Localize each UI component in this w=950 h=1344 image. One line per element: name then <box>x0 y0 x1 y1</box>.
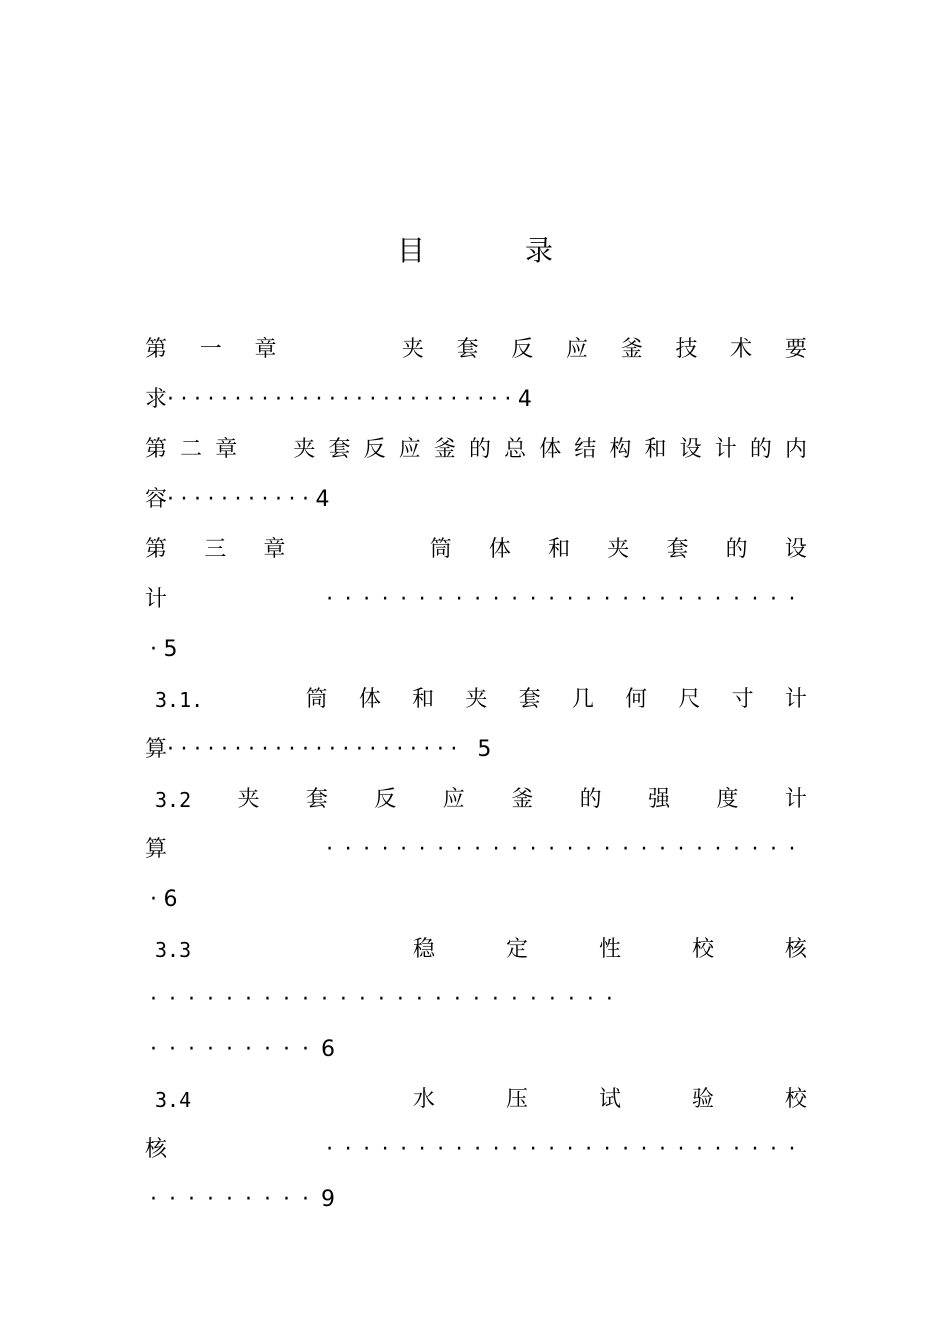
toc-ch2-title-char: 总 <box>504 437 527 462</box>
toc-s31-title-char: 寸 <box>731 687 754 712</box>
toc-s33-page-number: 6 <box>320 1037 335 1062</box>
toc-s34-title-char: 压 <box>506 1087 529 1112</box>
toc-s32-title-char: 计 <box>784 787 807 812</box>
toc-entry-ch1-cont[interactable] <box>145 380 807 420</box>
leader-dots: ·························· <box>326 1137 807 1162</box>
toc-title-char-1: 目 <box>396 234 425 267</box>
toc-entry-3-1[interactable] <box>155 680 807 720</box>
toc-entry-3-3[interactable] <box>155 930 807 970</box>
toc-s32-title-char: 度 <box>716 787 739 812</box>
toc-s32-title-char: 应 <box>442 787 465 812</box>
toc-ch2-title-char: 反 <box>363 437 386 462</box>
toc-ch1-title-char: 反 <box>511 337 534 362</box>
toc-ch2-page-number: 4 <box>315 487 330 512</box>
toc-s32-number: 3.2 <box>155 788 192 812</box>
toc-ch2-title-char: 体 <box>539 437 562 462</box>
toc-ch1-title-char: 技 <box>675 337 698 362</box>
toc-ch1-title-char: 夹 <box>401 337 424 362</box>
toc-s33-number: 3.3 <box>155 938 192 962</box>
toc-title <box>145 226 805 276</box>
toc-ch3-label-char: 第 <box>145 537 168 562</box>
toc-s31-title-char: 夹 <box>465 687 488 712</box>
toc-s32-title-char: 反 <box>374 787 397 812</box>
toc-ch2-title-char: 夹 <box>293 437 316 462</box>
toc-entry-ch3-cont[interactable] <box>145 580 807 620</box>
leader-dots: ························· <box>150 987 625 1012</box>
toc-ch3-title-char: 的 <box>725 537 748 562</box>
toc-ch1-label-char: 第 <box>145 337 168 362</box>
toc-entry-ch2-cont[interactable] <box>145 480 807 520</box>
toc-entry-3-2[interactable] <box>155 780 807 820</box>
toc-ch3-cont-char: 计 <box>145 587 168 612</box>
toc-ch3-title-char: 套 <box>666 537 689 562</box>
leader-dots: ······················ <box>167 737 478 762</box>
toc-title-char-2: 录 <box>525 234 554 267</box>
toc-ch3-title-char: 体 <box>488 537 511 562</box>
toc-ch2-title-char: 构 <box>609 437 632 462</box>
toc-s34-cont-char: 核 <box>145 1137 168 1162</box>
toc-s31-title-char: 和 <box>412 687 435 712</box>
toc-s32-title-char: 釜 <box>511 787 534 812</box>
toc-entry-3-2-page-line[interactable] <box>145 880 807 920</box>
toc-entry-ch1[interactable] <box>145 330 807 370</box>
toc-s34-title-char: 验 <box>691 1087 714 1112</box>
toc-ch1-title-char: 术 <box>730 337 753 362</box>
toc-ch1-title-char: 套 <box>456 337 479 362</box>
toc-entry-3-4-cont[interactable] <box>145 1130 807 1170</box>
leader-dots: ··········· <box>167 487 316 512</box>
toc-ch1-title-char: 应 <box>566 337 589 362</box>
toc-ch1-label-char: 一 <box>199 337 222 362</box>
toc-s34-page-number: 9 <box>320 1187 335 1212</box>
toc-ch2-title-char: 设 <box>679 437 702 462</box>
toc-ch2-label-char: 章 <box>215 437 238 462</box>
toc-s34-title-char: 试 <box>598 1087 621 1112</box>
toc-s31-page-number: 5 <box>477 737 492 762</box>
toc-s31-title-char: 体 <box>358 687 381 712</box>
toc-s31-title-char: 何 <box>625 687 648 712</box>
toc-s31-number: 3.1. <box>155 688 204 712</box>
toc-s34-number: 3.4 <box>155 1088 192 1112</box>
toc-ch3-label-char: 章 <box>263 537 286 562</box>
leader-dots: · <box>150 887 164 912</box>
leader-dots: · <box>150 637 164 662</box>
toc-entry-3-4-page-line[interactable] <box>145 1180 807 1220</box>
toc-ch2-label-char: 二 <box>180 437 203 462</box>
toc-entry-3-4[interactable] <box>155 1080 807 1120</box>
toc-ch2-cont-char: 容 <box>145 487 168 512</box>
toc-ch3-title-char: 夹 <box>607 537 630 562</box>
leader-dots: ········· <box>150 1037 321 1062</box>
toc-ch2-title-char: 和 <box>644 437 667 462</box>
toc-ch2-label-char: 第 <box>145 437 168 462</box>
leader-dots: ·························· <box>326 587 807 612</box>
leader-dots: ·························· <box>167 387 518 412</box>
toc-ch3-title-char: 和 <box>548 537 571 562</box>
toc-s32-title-char: 套 <box>305 787 328 812</box>
toc-ch2-title-char: 的 <box>468 437 491 462</box>
toc-entry-ch3-page-line[interactable] <box>145 630 807 670</box>
toc-s33-title-char: 性 <box>598 937 621 962</box>
toc-ch2-title-char: 结 <box>574 437 597 462</box>
toc-ch1-title-char: 要 <box>784 337 807 362</box>
toc-ch2-title-char: 应 <box>398 437 421 462</box>
toc-ch2-title-char: 套 <box>328 437 351 462</box>
toc-s32-title-char: 的 <box>579 787 602 812</box>
toc-ch1-cont-char: 求 <box>145 387 168 412</box>
leader-dots: ·························· <box>326 837 807 862</box>
toc-s34-title-char: 水 <box>413 1087 436 1112</box>
toc-ch2-title-char: 的 <box>749 437 772 462</box>
toc-ch1-page-number: 4 <box>517 387 532 412</box>
leader-dots: ········· <box>150 1187 321 1212</box>
toc-s31-title-char: 套 <box>518 687 541 712</box>
toc-s31-title-char: 几 <box>571 687 594 712</box>
toc-s33-title-char: 核 <box>784 937 807 962</box>
toc-s33-title-char: 校 <box>691 937 714 962</box>
toc-s33-title-char: 稳 <box>413 937 436 962</box>
toc-ch1-title-char: 釜 <box>620 337 643 362</box>
toc-entry-3-1-cont[interactable] <box>145 730 807 770</box>
toc-s31-title-char: 尺 <box>678 687 701 712</box>
toc-s32-cont-char: 算 <box>145 837 168 862</box>
toc-s31-title-char: 计 <box>784 687 807 712</box>
toc-entry-ch3[interactable] <box>145 530 807 570</box>
toc-ch2-title-char: 釜 <box>433 437 456 462</box>
toc-s32-title-char: 夹 <box>237 787 260 812</box>
toc-s32-page-number: 6 <box>163 887 178 912</box>
toc-s34-title-char: 校 <box>784 1087 807 1112</box>
toc-entry-3-3-dots[interactable] <box>145 980 807 1020</box>
toc-entry-3-3-page-line[interactable] <box>145 1030 807 1070</box>
toc-entry-3-2-cont[interactable] <box>145 830 807 870</box>
toc-s33-title-char: 定 <box>506 937 529 962</box>
toc-ch3-label-char: 三 <box>204 537 227 562</box>
toc-ch3-title-char: 设 <box>784 537 807 562</box>
toc-ch3-page-number: 5 <box>163 637 178 662</box>
toc-s31-cont-char: 算 <box>145 737 168 762</box>
toc-entry-ch2[interactable] <box>145 430 807 470</box>
toc-ch3-title-char: 筒 <box>429 537 452 562</box>
toc-s31-title-char: 筒 <box>305 687 328 712</box>
toc-s32-title-char: 强 <box>648 787 671 812</box>
toc-ch2-title-char: 计 <box>714 437 737 462</box>
toc-ch2-title-char: 内 <box>784 437 807 462</box>
toc-ch1-label-char: 章 <box>254 337 277 362</box>
